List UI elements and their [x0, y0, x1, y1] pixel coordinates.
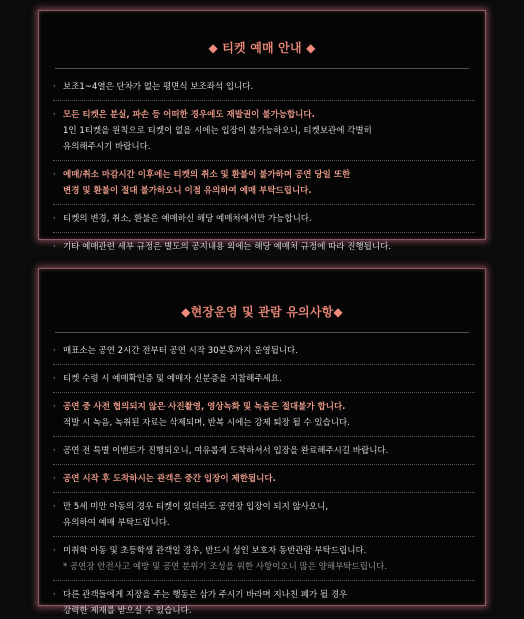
item-divider	[53, 204, 475, 206]
item-divider	[53, 580, 475, 582]
title-divider	[55, 68, 469, 69]
venue-viewing-notice-panel	[38, 268, 486, 616]
bullet-dot: ·	[53, 242, 56, 252]
bullet-dot: ·	[53, 474, 56, 484]
notice-line: 티켓의 변경, 취소, 환불은 예매하신 해당 예매처에서만 가능합니다.	[63, 214, 312, 224]
notice-item	[53, 79, 475, 95]
notice-line-highlight: 예매/취소 마감시간 이후에는 티켓의 취소 및 환불이 불가하며 공연 당일 또한	[63, 170, 351, 180]
ticket-booking-notice-panel	[38, 10, 486, 252]
notice-line: 티켓 수령 시 예매확인증 및 예매자 신분증을 지참해주세요.	[63, 374, 282, 384]
panel-title: ◆현장운영 및 관람 유의사항◆	[181, 305, 343, 319]
notice-line: 매표소는 공연 2시간 전부터 공연 시작 30분후까지 운영됩니다.	[63, 346, 298, 356]
notice-list	[39, 343, 485, 619]
notice-item	[53, 543, 475, 575]
notice-item	[53, 343, 475, 359]
notice-item	[53, 399, 475, 431]
notice-item	[53, 443, 475, 459]
bullet-dot: ·	[53, 446, 56, 456]
bullet-dot: ·	[53, 110, 56, 120]
panel-title: ◆ 티켓 예매 안내 ◆	[208, 41, 316, 55]
notice-item	[53, 499, 475, 531]
bullet-dot: ·	[53, 502, 56, 512]
bullet-dot: ·	[53, 546, 56, 556]
bullet-dot: ·	[53, 170, 56, 180]
notice-item	[53, 107, 475, 155]
item-divider	[53, 536, 475, 538]
item-divider	[53, 492, 475, 494]
notice-line-highlight: 공연 중 사전 협의되지 않은 사진촬영, 영상녹화 및 녹음은 절대불가 합니다.	[63, 402, 346, 412]
bullet-dot: ·	[53, 374, 56, 384]
notice-line: 만 5세 미만 아동의 경우 티켓이 있더라도 공연장 입장이 되지 않사오니,	[63, 502, 329, 512]
notice-item	[53, 167, 475, 199]
notice-item	[53, 371, 475, 387]
item-divider	[53, 436, 475, 438]
item-divider	[53, 100, 475, 102]
notice-line-highlight: 공연 시작 후 도착하시는 관객은 중간 입장이 제한됩니다.	[63, 474, 276, 484]
notice-line: 적발 시 녹음, 녹취된 자료는 삭제되며, 반복 시에는 강제 퇴장 될 수 있습니다.	[63, 418, 350, 428]
notice-item	[53, 471, 475, 487]
notice-line: 미취학 아동 및 초등학생 관객일 경우, 반드시 성인 보호자 동반관람 부탁드립니다.	[63, 546, 367, 556]
notice-line: 기타 예매관련 세부 규정은 별도의 공지내용 외에는 해당 예매처 규정에 따라 진행됩니다.	[63, 242, 392, 252]
item-divider	[53, 232, 475, 234]
notice-item	[53, 587, 475, 619]
notice-list	[39, 79, 485, 255]
bullet-dot: ·	[53, 590, 56, 600]
notice-item	[53, 239, 475, 255]
notice-line: 유의해주시기 바랍니다.	[63, 142, 151, 152]
bullet-dot: ·	[53, 402, 56, 412]
bullet-dot: ·	[53, 214, 56, 224]
notice-line: 다른 관객들에게 지장을 주는 행동은 삼가 주시기 바라며 지나친 폐가 될 경우	[63, 590, 348, 600]
item-divider	[53, 160, 475, 162]
notice-line: 보조1~4열은 단차가 없는 평면식 보조좌석 입니다.	[63, 82, 254, 92]
notice-line: 1인 1티켓을 원칙으로 티켓이 없을 시에는 입장이 불가능하오니, 티켓보관에 각별히	[63, 126, 372, 136]
notice-line-highlight: 모든 티켓은 분실, 파손 등 어떠한 경우에도 재발권이 불가능합니다.	[63, 110, 315, 120]
item-divider	[53, 464, 475, 466]
notice-line: 유의하여 예매 부탁드립니다.	[63, 518, 170, 528]
notice-footnote: * 공연장 안전사고 예방 및 공연 분위기 조성을 위한 사항이오니 많은 양해부탁드립니다.	[63, 562, 388, 572]
bullet-dot: ·	[53, 346, 56, 356]
item-divider	[53, 392, 475, 394]
notice-line-highlight: 변경 및 환불이 절대 불가하오니 이점 유의하여 예매 부탁드립니다.	[63, 186, 312, 196]
notice-line: 강력한 제재를 받으실 수 있습니다.	[63, 606, 192, 616]
title-divider	[55, 332, 469, 333]
item-divider	[53, 364, 475, 366]
notice-item	[53, 211, 475, 227]
bullet-dot: ·	[53, 82, 56, 92]
notice-line: 공연 전 특별 이벤트가 진행되오니, 여유롭게 도착하셔서 입장을 완료해주시길 바랍니다.	[63, 446, 389, 456]
